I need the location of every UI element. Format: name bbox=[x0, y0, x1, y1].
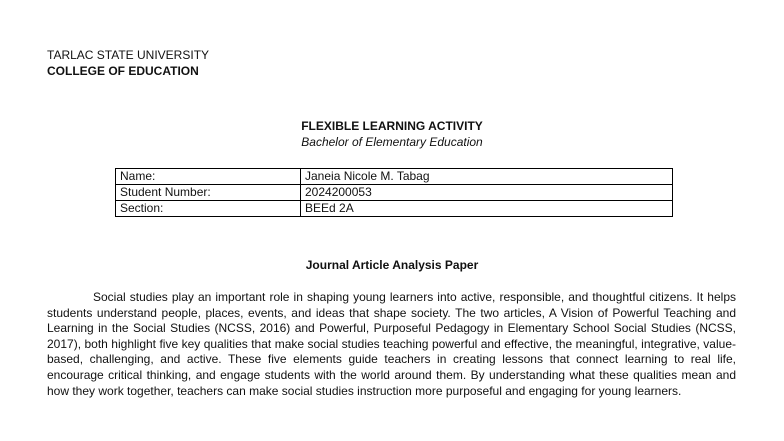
institution-header bbox=[47, 47, 209, 79]
activity-title: FLEXIBLE LEARNING ACTIVITY bbox=[301, 119, 483, 133]
body-paragraph: Social studies play an important role in shaping young learners into active, responsible, and thoughtful citizens. It helps students understand people, places, events, and ideas that shape society. The two articles, A Vision of Powerful Teaching and Learning in the Social Studies (NCSS, 2016) and Powerful, Purposeful Pedagogy in Elementary School Social Studies (NCSS, 2017), both highlight five key qualities that make social studies teaching powerful and effective, the meaningful, integrative, value-based, challenging, and active. These five elements guide teachers in creating lessons that connect learning to real life, encourage critical thinking, and engage students with the world around them. By understanding what these qualities mean and how they work together, teachers can make social studies instruction more purposeful and engaging for young learners. bbox=[47, 290, 736, 398]
student-number-value: 2024200053 bbox=[301, 185, 673, 201]
table-row bbox=[116, 201, 673, 217]
student-info-table bbox=[115, 168, 673, 217]
section-value: BEEd 2A bbox=[301, 201, 673, 217]
student-number-label: Student Number: bbox=[116, 185, 301, 201]
table-row bbox=[116, 169, 673, 185]
university-name: TARLAC STATE UNIVERSITY bbox=[47, 48, 210, 62]
paper-title: Journal Article Analysis Paper bbox=[305, 258, 479, 272]
program-name: Bachelor of Elementary Education bbox=[301, 135, 483, 149]
section-label: Section: bbox=[116, 201, 301, 217]
table-row bbox=[116, 185, 673, 201]
title-block bbox=[0, 118, 784, 150]
college-name: COLLEGE OF EDUCATION bbox=[47, 64, 199, 78]
name-label: Name: bbox=[116, 169, 301, 185]
name-value: Janeia Nicole M. Tabag bbox=[301, 169, 673, 185]
